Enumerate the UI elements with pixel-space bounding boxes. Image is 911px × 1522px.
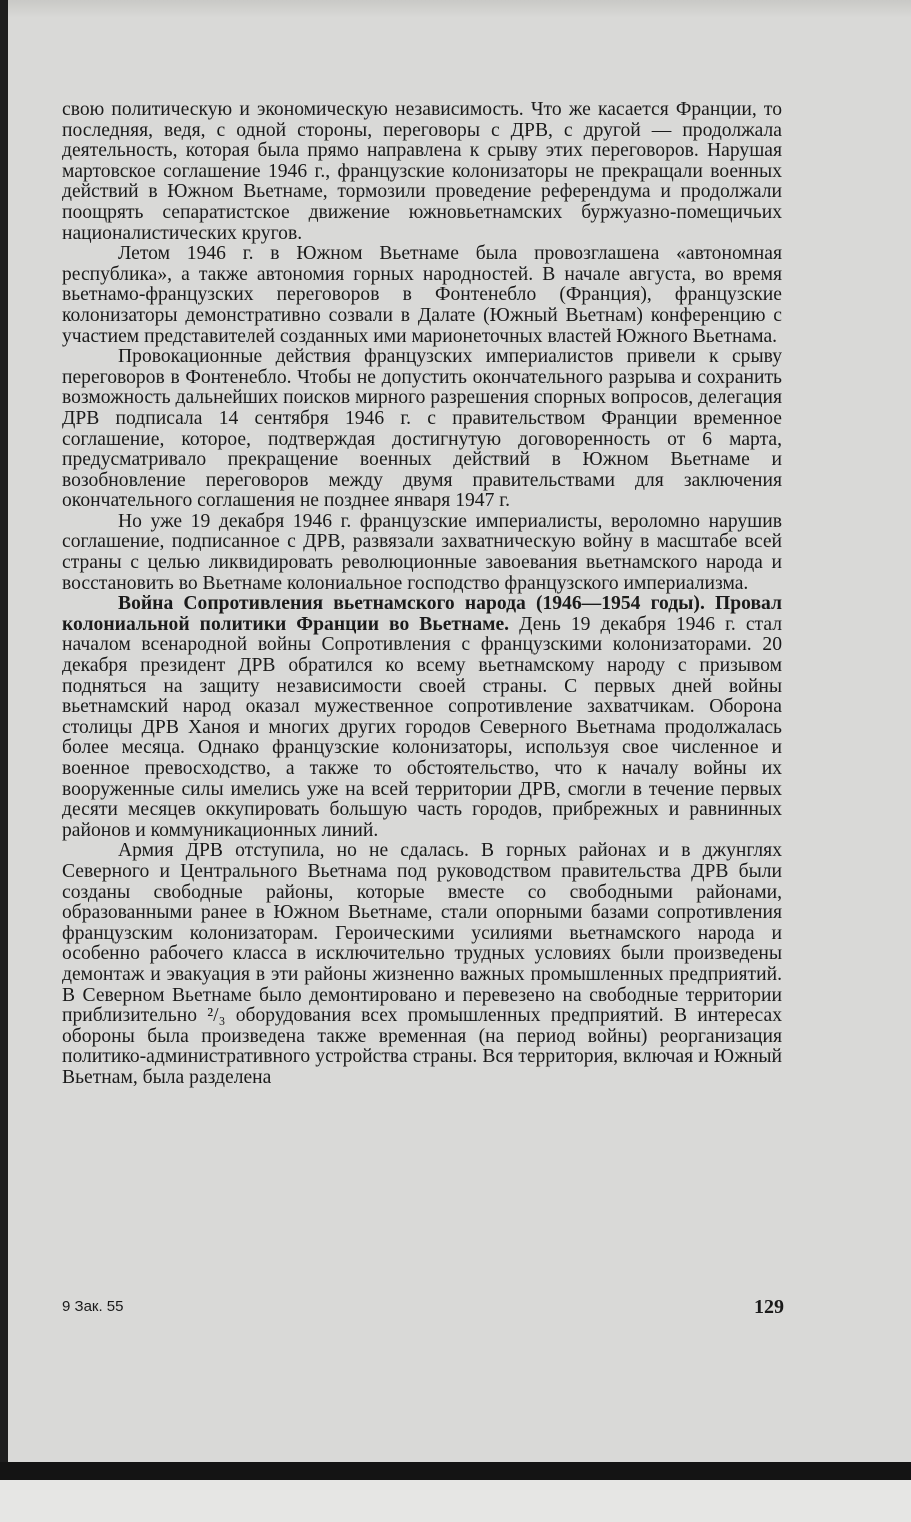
- paragraph: Провокационные действия французских империалистов привели к срыву переговоров в Фонтенебло. Чтобы не допустить окончательного разрыва и сохранить возможность дальнейших поисков мирного разрешения спорных вопросов, делегация ДРВ подписала 14 сентября 1946 г. с правительством Франции временное соглашение, которое, подтверждая достигнутую договоренность от 6 марта, предусматривало прекращение военных действий в Южном Вьетнаме и возобновление переговоров между двумя правительствами для заключения окончательного соглашения не позднее января 1947 г.: [62, 346, 782, 512]
- paragraph: Летом 1946 г. в Южном Вьетнаме была провозглашена «автономная республика», а также автономия горных народностей. В начале августа, во время вьетнамо-французских переговоров в Фонтенебло (Франция), французские колонизаторы демонстративно созвали в Далате (Южный Вьетнам) конференцию с участием представителей созданных ими марионеточных властей Южного Вьетнама.: [62, 243, 782, 347]
- page-number: 129: [754, 1296, 784, 1318]
- section-paragraph: [62, 594, 782, 841]
- section-heading: Война Сопротивления вьетнамского народа (1946—1954 годы). Провал колониальной политики Франции во Вьетнаме.: [62, 593, 782, 635]
- section-text: День 19 декабря 1946 г. стал началом всенародной войны Сопротивления с французскими колонизаторами. 20 декабря президент ДРВ обратился ко всему вьетнамскому народу с призывом подняться на защиту независимости своей страны. С первых дней войны вьетнамский народ оказал мужественное сопротивление захватчикам. Оборона столицы ДРВ Ханоя и многих других городов Северного Вьетнама продолжалась более месяца. Однако французские колонизаторы, используя свое численное и военное превосходство, а также то обстоятельство, что к началу войны их вооруженные силы имелись уже на всей территории ДРВ, смогли в течение первых десяти месяцев оккупировать большую часть городов, прибрежных и равнинных районов и коммуникационных линий.: [62, 613, 782, 841]
- paragraph: Но уже 19 декабря 1946 г. французские империалисты, вероломно нарушив соглашение, подписанное с ДРВ, развязали захватническую войну в масштабе всей страны с целью ликвидировать революционные завоевания вьетнамского народа и восстановить во Вьетнаме колониальное господство французского империализма.: [62, 510, 782, 594]
- scan-top-shade: [8, 0, 911, 18]
- paragraph: Армия ДРВ отступила, но не сдалась. В горных районах и в джунглях Северного и Центрального Вьетнама под руководством правительства ДРВ были созданы свободные районы, которые вместе со свободными районами, образованными ранее в Южном Вьетнаме, стали опорными базами сопротивления французским колонизаторам. Героическими усилиями вьетнамского народа и особенно рабочего класса в исключительно трудных условиях были произведены демонтаж и эвакуация в эти районы жизненно важных промышленных предприятий. В Северном Вьетнаме было демонтировано и перевезено на свободные территории приблизительно ²/₃ оборудования всех промышленных предприятий. В интересах обороны была произведена также временная (на период войны) реорганизация политико-административного устройства страны. Вся территория, включая и Южный Вьетнам, была разделена: [62, 840, 782, 1088]
- paragraph: свою политическую и экономическую независимость. Что же касается Франции, то последняя, ведя, с одной стороны, переговоры с ДРВ, с другой — продолжала деятельность, которая была прямо направлена к срыву этих переговоров. Нарушая мартовское соглашение 1946 г., французские колонизаторы не прекращали военных действий в Южном Вьетнаме, тормозили проведение референдума и продолжали поощрять сепаратистское движение южновьетнамских буржуазно-помещичьих националистических кругов.: [62, 99, 782, 244]
- scan-bottom-margin: [0, 1480, 911, 1522]
- printer-signature: 9 Зак. 55: [62, 1298, 124, 1315]
- page-footer: [62, 1296, 784, 1324]
- page-body: [62, 100, 782, 1089]
- scan-bottom-band: [0, 1462, 911, 1480]
- scan-left-edge: [0, 0, 8, 1470]
